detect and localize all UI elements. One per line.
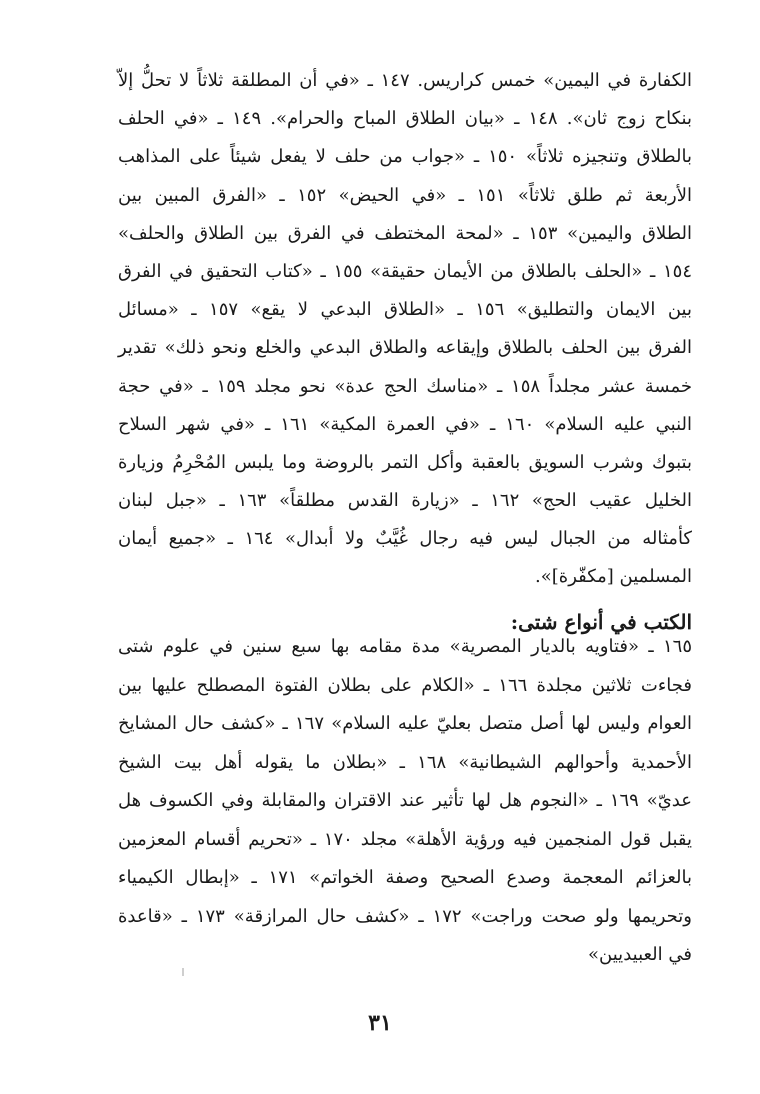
text-line: فجاءت ثلاثين مجلدة ١٦٦ ـ «الكلام على بطلان الفتوة المصطلح عليها بين bbox=[118, 674, 692, 696]
text-line: الأحمدية وأحوالهم الشيطانية» ١٦٨ ـ «بطلان ما يقوله أهل بيت الشيخ bbox=[118, 751, 692, 773]
text-line: خمسة عشر مجلداً ١٥٨ ـ «مناسك الحج عدة» نحو مجلد ١٥٩ ـ «في حجة bbox=[118, 375, 692, 397]
text-line: يقبل قول المنجمين فيه ورؤية الأهلة» مجلد ١٧٠ ـ «تحريم أقسام المعزمين bbox=[117, 828, 692, 850]
text-line: كأمثاله من الجبال ليس فيه رجال غُيَّبٌ ولا أبدال» ١٦٤ ـ «جميع أيمان bbox=[118, 528, 692, 550]
text-line: الأربعة ثم طلق ثلاثاً» ١٥١ ـ «في الحيض» ١٥٢ ـ «الفرق المبين بين bbox=[118, 184, 692, 206]
text-line: ١٥٤ ـ «الحلف بالطلاق من الأيمان حقيقة» ١٥٥ ـ «كتاب التحقيق في الفرق bbox=[118, 260, 692, 282]
page-number: ٣١ bbox=[368, 1010, 392, 1036]
text-line: في العبيديين» bbox=[588, 944, 692, 965]
text-line: الكفارة في اليمين» خمس كراريس. ١٤٧ ـ «في أن المطلقة ثلاثاً لا تحلُّ إلاّ bbox=[118, 70, 692, 91]
paragraph-miscellaneous-books bbox=[118, 628, 692, 975]
text-line: الطلاق واليمين» ١٥٣ ـ «لمحة المختطف في الفرق بين الطلاق والحلف» bbox=[118, 222, 692, 244]
text-line: بنكاح زوج ثان». ١٤٨ ـ «بيان الطلاق المباح والحرام». ١٤٩ ـ «في الحلف bbox=[118, 108, 692, 130]
text-line: النبي عليه السلام» ١٦٠ ـ «في العمرة المكية» ١٦١ ـ «في شهر السلاح bbox=[118, 413, 692, 435]
section-heading: الكتب في أنواع شتى: bbox=[510, 610, 692, 634]
text-line: وتحريمها ولو صحت وراجت» ١٧٢ ـ «كشف حال المرازقة» ١٧٣ ـ «قاعدة bbox=[117, 905, 692, 927]
text-line: ١٦٥ ـ «فتاويه بالديار المصرية» مدة مقامه بها سبع سنين في علوم شتى bbox=[118, 636, 692, 657]
paragraph-book-list-continued bbox=[118, 62, 692, 597]
text-line: بالعزائم المعجمة وصدع الصحيح وصفة الخواتم» ١٧١ ـ «إبطال الكيمياء bbox=[117, 867, 692, 888]
text-line: بين الايمان والتطليق» ١٥٦ ـ «الطلاق البدعي لا يقع» ١٥٧ ـ «مسائل bbox=[117, 299, 692, 321]
text-line: المسلمين [مكفّرة]». bbox=[535, 566, 692, 588]
text-line: الخليل عقيب الحج» ١٦٢ ـ «زيارة القدس مطلقاً» ١٦٣ ـ «جبل لبنان bbox=[118, 490, 692, 512]
text-line: بالطلاق وتنجيزه ثلاثاً» ١٥٠ ـ «جواب من حلف لا يفعل شيئاً على المذاهب bbox=[118, 146, 692, 168]
text-line: بتبوك وشرب السويق بالعقبة وأكل التمر بالروضة وما يلبس المُحْرِمُ وزيارة bbox=[118, 451, 692, 473]
margin-mark bbox=[182, 968, 184, 976]
text-line: العوام وليس لها أصل متصل بعليّ عليه السلام» ١٦٧ ـ «كشف حال المشايخ bbox=[118, 713, 692, 734]
text-line: عديّ» ١٦٩ ـ «النجوم هل لها تأثير عند الاقتران والمقابلة وفي الكسوف هل bbox=[118, 790, 692, 811]
text-line: الفرق بين الحلف بالطلاق وإيقاعه والطلاق البدعي والخلع ونحو ذلك» تقدير bbox=[118, 337, 692, 359]
